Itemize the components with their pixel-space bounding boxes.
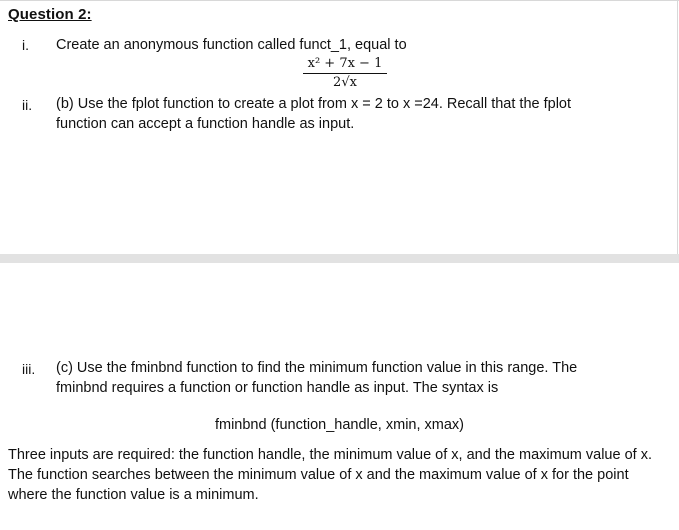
syntax-line: fminbnd (function_handle, xmin, xmax) [214,417,465,433]
item-numeral-iii: iii. [22,361,36,377]
item-numeral-ii: ii. [22,97,33,113]
item-text-i: Create an anonymous function called funct_1, equal to [56,37,407,53]
formula-numerator: x² + 7x − 1 [307,56,383,71]
question-title: Question 2: [8,6,92,23]
item-text-iii: (c) Use the fminbnd function to find the minimum function value in this range. The fminbnd requires a function or function handle as input. The syntax is [56,360,578,396]
item-numeral-i: i. [22,37,29,53]
section-separator [0,254,679,263]
top-border [0,0,679,1]
right-border [677,0,678,255]
item-text-ii: (b) Use the fplot function to create a plot from x = 2 to x =24. Recall that the fplot function can accept a function handle as input. [56,96,572,132]
formula-denominator: 2√x [333,75,357,90]
closing-paragraph: Three inputs are required: the function handle, the minimum value of x, and the maximum value of x. The function searches between the minimum value of x and the maximum value of x for the point where the function value is a minimum. [8,447,652,503]
formula [300,56,390,90]
